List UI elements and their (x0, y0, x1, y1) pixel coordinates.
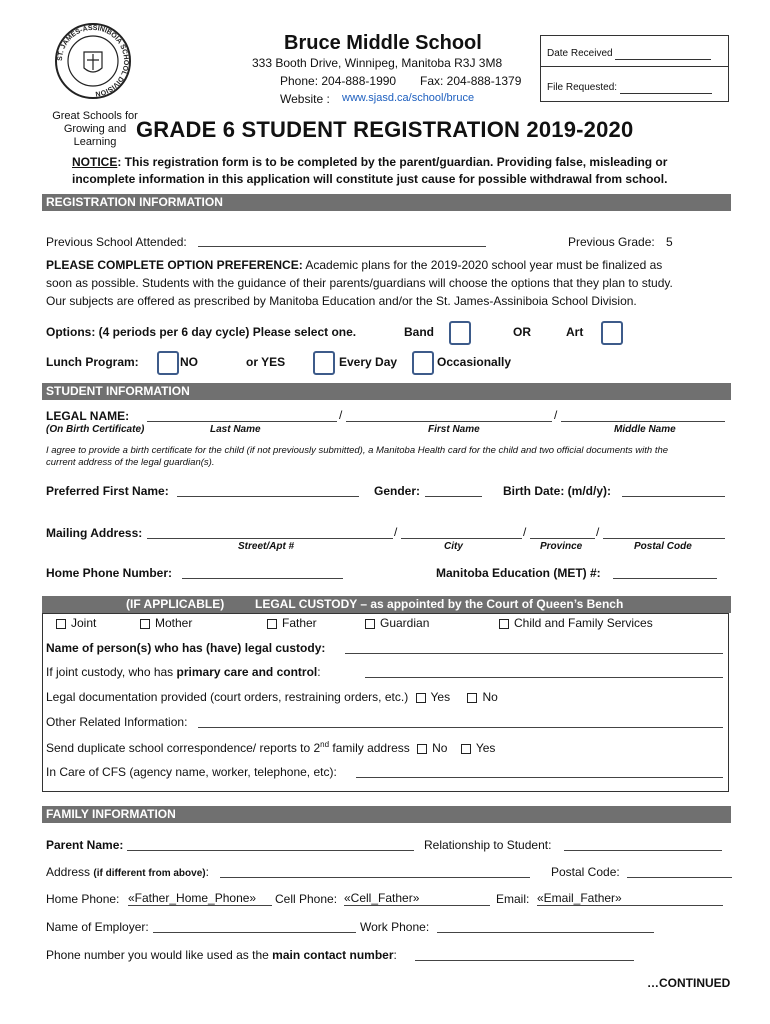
continued-note: …CONTINUED (647, 976, 731, 990)
family-postal-field[interactable] (627, 877, 732, 878)
work-phone-label: Work Phone: (360, 920, 430, 934)
cfs-care-label: In Care of CFS (agency name, worker, telephone, etc): (46, 765, 337, 779)
mailing-address-label: Mailing Address: (46, 526, 143, 540)
main-contact-bold: main contact number (272, 948, 394, 962)
other-info-label: Other Related Information: (46, 715, 188, 729)
lunch-or-yes-label: or YES (246, 355, 286, 369)
main-contact-suffix: : (393, 948, 397, 962)
address-separator: / (394, 525, 398, 539)
father-label: Father (282, 616, 317, 630)
section-header-family: FAMILY INFORMATION (42, 806, 731, 823)
last-name-caption: Last Name (210, 424, 261, 435)
met-number-field[interactable] (613, 578, 717, 579)
duplicate-label-suffix: family address (329, 741, 410, 755)
duplicate-correspondence-row (46, 740, 495, 755)
city-field[interactable] (401, 538, 522, 539)
date-received-label: Date Received (547, 48, 613, 59)
previous-grade-value: 5 (666, 235, 673, 249)
middle-name-caption: Middle Name (614, 424, 676, 435)
employer-field[interactable] (153, 932, 356, 933)
name-separator: / (339, 408, 343, 422)
slogan (50, 110, 140, 149)
postal-code-caption: Postal Code (634, 541, 692, 552)
custody-names-field[interactable] (345, 653, 723, 654)
duplicate-no-checkbox[interactable] (417, 744, 427, 754)
name-separator: / (554, 408, 558, 422)
family-address-note: (if different from above) (93, 868, 206, 879)
parent-name-label: Parent Name: (46, 838, 124, 852)
legal-docs-no-label: No (482, 690, 498, 704)
school-website-link[interactable]: www.sjasd.ca/school/bruce (342, 92, 475, 104)
svg-text:ST. JAMES-ASSINIBOIA SCHOOL DI: ST. JAMES-ASSINIBOIA SCHOOL DIVISION (56, 24, 130, 97)
family-cell-phone-label: Cell Phone: (275, 892, 338, 906)
slogan-line: Growing and (63, 123, 127, 135)
duplicate-label: Send duplicate school correspondence/ reports to 2 (46, 741, 321, 755)
family-email-field[interactable]: «Email_Father» (537, 891, 723, 906)
website-label: Website : (280, 92, 330, 106)
previous-grade-label: Previous Grade: (568, 235, 655, 249)
legal-docs-label: Legal documentation provided (court orders, restraining orders, etc.) (46, 690, 409, 704)
primary-care-field[interactable] (365, 677, 723, 678)
joint-label: Joint (71, 616, 97, 630)
date-received-field[interactable] (615, 48, 711, 60)
cfs-care-field[interactable] (356, 777, 723, 778)
birth-certificate-note: (On Birth Certificate) (46, 424, 145, 435)
previous-school-label: Previous School Attended: (46, 235, 187, 249)
family-cell-phone-field[interactable]: «Cell_Father» (344, 891, 490, 906)
documents-note-line: current address of the legal guardian(s). (46, 457, 215, 468)
lunch-no-label: NO (180, 355, 198, 369)
main-contact-prefix: Phone number you would like used as the (46, 948, 273, 962)
option-band-label: Band (404, 325, 434, 339)
employer-label: Name of Employer: (46, 920, 149, 934)
family-address-colon: : (205, 865, 209, 879)
documents-note-line: I agree to provide a birth certificate for the child (if not previously submitted), a Manitoba Health card for the child and two official documents with the (46, 445, 669, 456)
family-home-phone-label: Home Phone: (46, 892, 120, 906)
relationship-field[interactable] (564, 850, 722, 851)
custody-option-father[interactable] (267, 616, 317, 630)
duplicate-yes-label: Yes (475, 741, 496, 755)
home-phone-field[interactable] (182, 578, 343, 579)
school-fax: Fax: 204-888-1379 (420, 74, 522, 88)
lunch-occasionally-checkbox[interactable] (412, 351, 434, 375)
mother-checkbox[interactable] (140, 619, 150, 629)
legal-name-label: LEGAL NAME: (46, 409, 130, 423)
school-address: 333 Booth Drive, Winnipeg, Manitoba R3J 3M8 (252, 56, 503, 70)
other-info-field[interactable] (198, 727, 723, 728)
cfs-label: Child and Family Services (514, 616, 653, 630)
lunch-no-checkbox[interactable] (157, 351, 179, 375)
first-name-field[interactable] (346, 421, 552, 422)
province-field[interactable] (530, 538, 595, 539)
province-caption: Province (540, 541, 583, 552)
preferred-name-label: Preferred First Name: (46, 484, 169, 498)
option-art-checkbox[interactable] (601, 321, 623, 345)
duplicate-yes-checkbox[interactable] (461, 744, 471, 754)
primary-care-prefix: If joint custody, who has (46, 665, 177, 679)
legal-docs-yes-checkbox[interactable] (416, 693, 426, 703)
primary-care-suffix: : (317, 665, 321, 679)
met-number-label: Manitoba Education (MET) #: (436, 566, 601, 580)
option-art-label: Art (566, 325, 584, 339)
main-contact-field[interactable] (415, 960, 634, 961)
section-header-custody (42, 596, 731, 613)
notice-text: : This registration form is to be completed by the parent/guardian. Providing false, misleading or incomplete information in this application will constitute just cause for possible withdrawal from school. (72, 155, 668, 186)
legal-docs-yes-label: Yes (430, 690, 451, 704)
guardian-label: Guardian (380, 616, 430, 630)
school-name: Bruce Middle School (284, 32, 482, 54)
custody-heading-right: LEGAL CUSTODY – as appointed by the Court of Queen’s Bench (255, 597, 624, 611)
section-header-student: STUDENT INFORMATION (42, 383, 731, 400)
family-postal-label: Postal Code: (551, 865, 620, 879)
main-contact-label (46, 948, 397, 962)
parent-name-field[interactable] (127, 850, 414, 851)
birth-date-label: Birth Date: (m/d/y): (503, 484, 611, 498)
street-caption: Street/Apt # (238, 541, 295, 552)
address-separator: / (523, 525, 527, 539)
slogan-line: Great Schools for (52, 110, 138, 122)
options-label: Options: (4 periods per 6 day cycle) Please select one. (46, 325, 357, 339)
guardian-checkbox[interactable] (365, 619, 375, 629)
school-phone: Phone: 204-888-1990 (280, 74, 397, 88)
duplicate-sup: nd (320, 740, 330, 749)
custody-option-guardian[interactable] (365, 616, 429, 630)
preference-text-line: soon as possible. Students with the guidance of their parents/guardians will choose the options that they plan to study. (46, 276, 673, 290)
legal-docs-no-checkbox[interactable] (467, 693, 477, 703)
relationship-label: Relationship to Student: (424, 838, 552, 852)
custody-option-mother[interactable] (140, 616, 192, 630)
birth-date-field[interactable] (622, 496, 725, 497)
family-address-field[interactable] (220, 877, 530, 878)
form-title: GRADE 6 STUDENT REGISTRATION 2019-2020 (136, 117, 634, 142)
gender-field[interactable] (425, 496, 482, 497)
postal-code-field[interactable] (603, 538, 725, 539)
custody-heading-left: (IF APPLICABLE) (126, 597, 225, 611)
first-name-caption: First Name (428, 424, 480, 435)
notice-label: NOTICE (72, 155, 118, 169)
legal-docs-row (46, 690, 498, 704)
family-email-label: Email: (496, 892, 530, 906)
lunch-program-label: Lunch Program: (46, 355, 139, 369)
family-address-label: Address (46, 865, 91, 879)
lunch-every-day-checkbox[interactable] (313, 351, 335, 375)
notice (72, 154, 712, 188)
mother-label: Mother (155, 616, 193, 630)
preference-text-line: Academic plans for the 2019-2020 school year must be finalized as (302, 258, 663, 272)
custody-option-joint[interactable] (56, 616, 96, 630)
middle-name-field[interactable] (561, 421, 725, 422)
work-phone-field[interactable] (437, 932, 654, 933)
option-band-checkbox[interactable] (449, 321, 471, 345)
primary-care-label (46, 665, 321, 679)
file-requested-label: File Requested: (547, 82, 618, 93)
option-preference-text (46, 256, 726, 310)
address-separator: / (596, 525, 600, 539)
previous-school-field[interactable] (198, 246, 486, 247)
section-header-registration: REGISTRATION INFORMATION (42, 194, 731, 211)
documents-note (46, 445, 736, 469)
office-use-box (540, 35, 729, 102)
file-requested-field[interactable] (620, 82, 712, 94)
lunch-every-day-label: Every Day (339, 355, 398, 369)
family-home-phone-field[interactable]: «Father_Home_Phone» (128, 891, 272, 906)
primary-care-bold: primary care and control (176, 665, 318, 679)
custody-option-cfs[interactable] (499, 616, 653, 630)
duplicate-no-label: No (432, 741, 448, 755)
last-name-field[interactable] (147, 421, 337, 422)
home-phone-label: Home Phone Number: (46, 566, 173, 580)
preferred-name-field[interactable] (177, 496, 359, 497)
father-checkbox[interactable] (267, 619, 277, 629)
city-caption: City (444, 541, 463, 552)
lunch-occasionally-label: Occasionally (437, 355, 512, 369)
option-or-label: OR (513, 325, 531, 339)
slogan-line: Learning (73, 136, 117, 148)
preference-text-line: Our subjects are offered as prescribed by Manitoba Education and/or the St. James-Assiniboia School Division. (46, 294, 637, 308)
family-address-row (46, 865, 209, 879)
cfs-checkbox[interactable] (499, 619, 509, 629)
option-preference-heading: PLEASE COMPLETE OPTION PREFERENCE: (46, 258, 303, 272)
joint-checkbox[interactable] (56, 619, 66, 629)
gender-label: Gender: (374, 484, 421, 498)
custody-names-label: Name of person(s) who has (have) legal custody: (46, 641, 326, 655)
street-field[interactable] (147, 538, 393, 539)
school-division-seal (54, 22, 132, 100)
